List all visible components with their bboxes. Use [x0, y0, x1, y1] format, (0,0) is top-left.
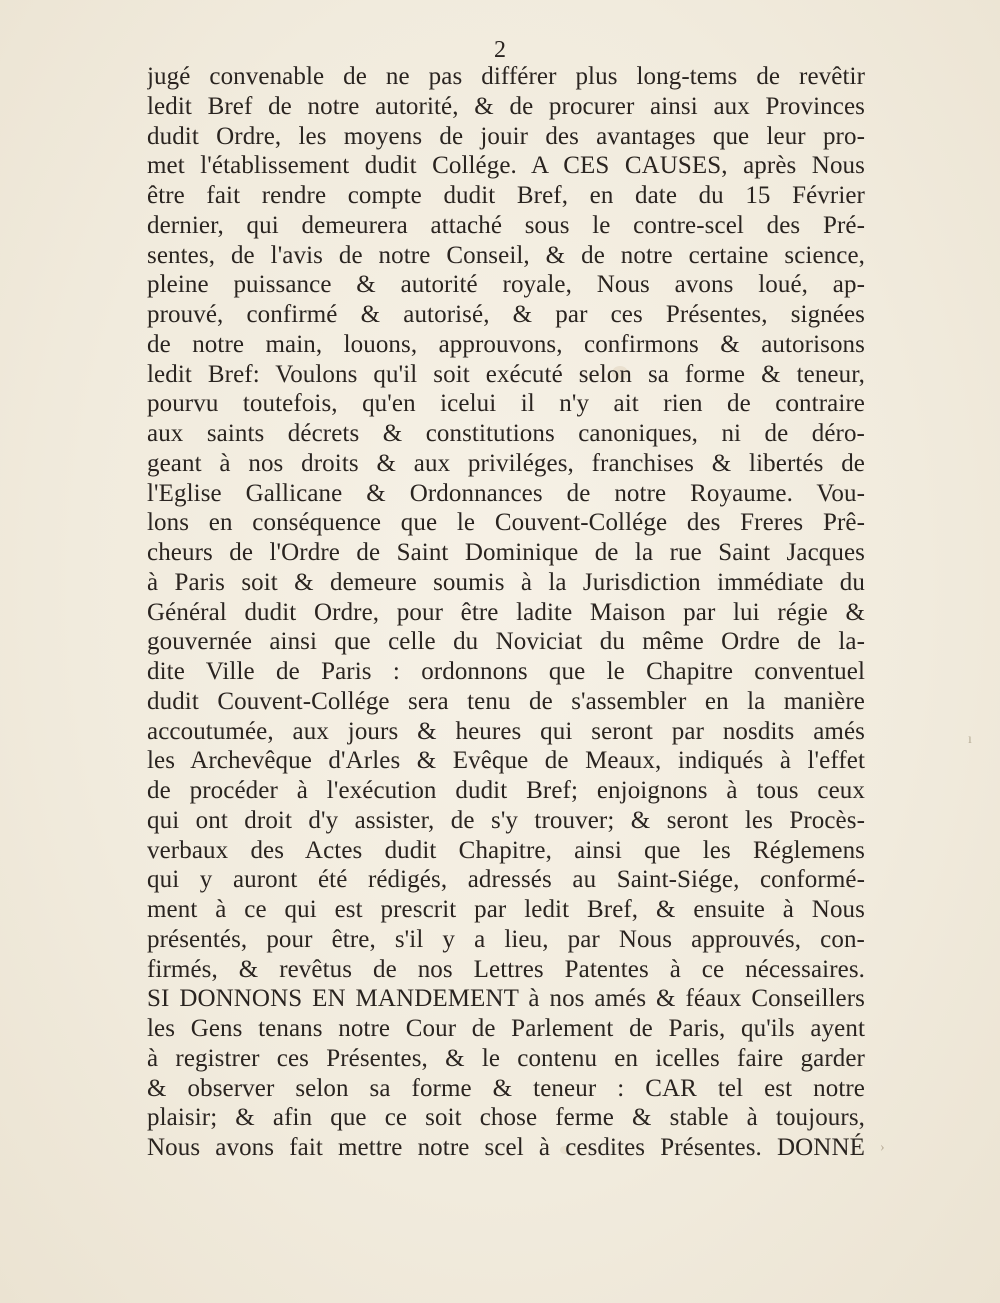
text-line: jugé convenable de ne pas différer plus long-tems de revêtir — [147, 63, 865, 90]
margin-mark: › — [880, 1140, 885, 1155]
text-line: prouvé, confirmé & autorisé, & par ces Présentes, signées — [147, 301, 865, 328]
text-line: dite Ville de Paris : ordonnons que le Chapitre conventuel — [147, 658, 865, 685]
text-line: ment à ce qui est prescrit par ledit Bref, & ensuite à Nous — [147, 896, 865, 923]
page-number: 2 — [494, 37, 506, 63]
text-line: qui ont droit d'y assister, de s'y trouver; & seront les Procès- — [147, 806, 865, 834]
text-line: dudit Couvent-Collége sera tenu de s'assembler en la manière — [147, 687, 865, 715]
text-line: être fait rendre compte dudit Bref, en date du 15 Février — [147, 182, 865, 209]
text-line: met l'établissement dudit Collége. A CES CAUSES, après Nous — [147, 152, 865, 180]
text-line: gouvernée ainsi que celle du Noviciat du même Ordre de la- — [147, 628, 865, 656]
text-line: verbaux des Actes dudit Chapitre, ainsi que les Réglemens — [147, 836, 865, 864]
text-line: ledit Bref: Voulons qu'il soit exécuté selon sa forme & teneur, — [147, 360, 865, 388]
text-line: à Paris soit & demeure soumis à la Jurisdiction immédiate du — [147, 568, 865, 596]
text-line: cheurs de l'Ordre de Saint Dominique de la rue Saint Jacques — [147, 539, 865, 566]
text-line: aux saints décrets & constitutions canoniques, ni de déro- — [147, 420, 865, 447]
text-line: à registrer ces Présentes, & le contenu en icelles faire garder — [147, 1044, 865, 1072]
text-line: SI DONNONS EN MANDEMENT à nos amés & féaux Conseillers — [147, 985, 865, 1013]
text-line: sentes, de l'avis de notre Conseil, & de notre certaine science, — [147, 241, 865, 269]
text-line: Général dudit Ordre, pour être ladite Maison par lui régie & — [147, 598, 865, 626]
text-line: de procéder à l'exécution dudit Bref; enjoignons à tous ceux — [147, 777, 865, 804]
text-line: qui y auront été rédigés, adressés au Saint-Siége, conformé- — [147, 866, 865, 894]
text-line: lons en conséquence que le Couvent-Collége des Freres Prê- — [147, 509, 865, 537]
text-line: dudit Ordre, les moyens de jouir des avantages que leur pro- — [147, 122, 865, 150]
text-line: l'Eglise Gallicane & Ordonnances de notre Royaume. Vou- — [147, 479, 865, 507]
text-line: firmés, & revêtus de nos Lettres Patentes à ce nécessaires. — [147, 955, 865, 983]
text-line: les Archevêque d'Arles & Evêque de Meaux, indiqués à l'effet — [147, 747, 865, 775]
text-line: plaisir; & afin que ce soit chose ferme & stable à toujours, — [147, 1104, 865, 1132]
body-text — [147, 62, 865, 1163]
text-line: & observer selon sa forme & teneur : CAR tel est notre — [147, 1074, 865, 1102]
text-line: accoutumée, aux jours & heures qui seront par nosdits amés — [147, 717, 865, 745]
text-line: pleine puissance & autorité royale, Nous avons loué, ap- — [147, 271, 865, 299]
text-line: pourvu toutefois, qu'en icelui il n'y ait rien de contraire — [147, 390, 865, 418]
text-line: Nous avons fait mettre notre scel à cesdites Présentes. DONNÉ — [147, 1134, 865, 1161]
text-line: ledit Bref de notre autorité, & de procurer ainsi aux Provinces — [147, 92, 865, 120]
margin-mark: ı — [968, 732, 972, 747]
text-line: présentés, pour être, s'il y a lieu, par Nous approuvés, con- — [147, 925, 865, 953]
text-line: dernier, qui demeurera attaché sous le contre-scel des Pré- — [147, 211, 865, 239]
text-line: geant à nos droits & aux priviléges, franchises & libertés de — [147, 449, 865, 477]
text-line: de notre main, louons, approuvons, confirmons & autorisons — [147, 330, 865, 358]
text-line: les Gens tenans notre Cour de Parlement de Paris, qu'ils ayent — [147, 1015, 865, 1042]
